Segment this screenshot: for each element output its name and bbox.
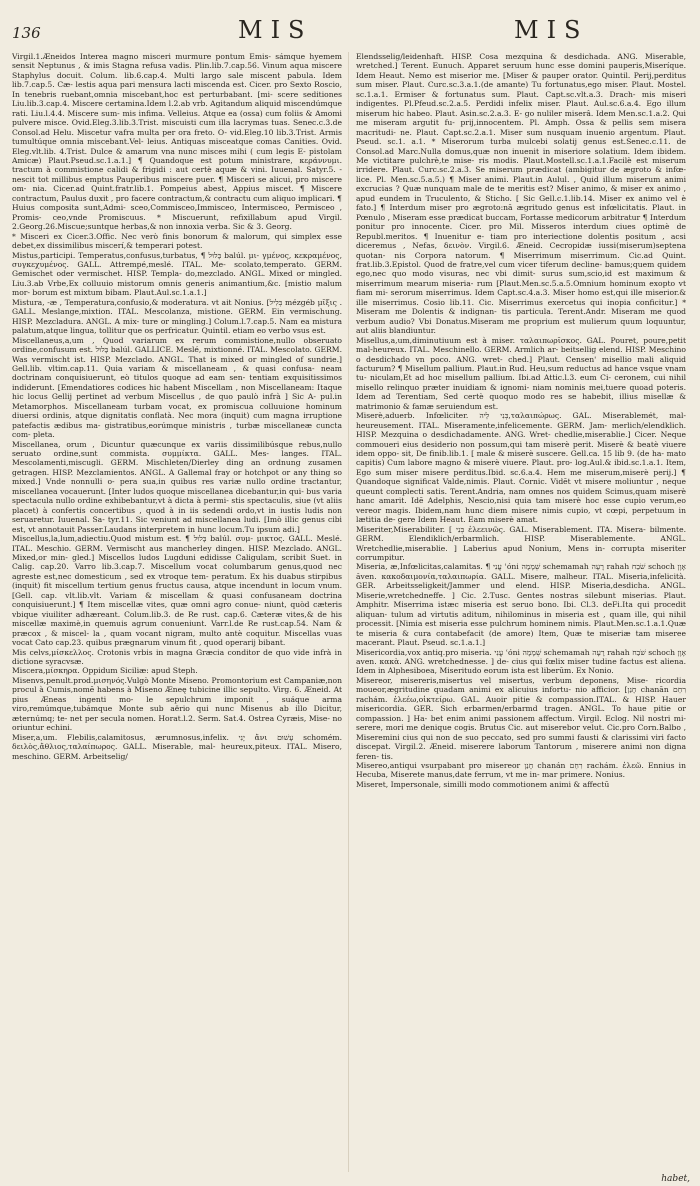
page-header bbox=[0, 14, 700, 54]
dictionary-entry: Miseriter,Miserabiliter. [ ‎בְּנִי ‎ἐλεεινῶς. GAL. Miserablement. ITA. Misera- bilmente. GERM. Elendiklich/erbarmlich. HISP. Miserablemente. ANGL. Wretchedlie,miserablie. ] Laberius apud Nonium, Mens in- corrupta miseriter corrumpitur. bbox=[356, 524, 686, 563]
catchword: habet, bbox=[661, 1174, 690, 1184]
dictionary-entry: Misellus,a,um,diminutiuum est à miser. ταλαιπωρῖσκος. GAL. Pouret, poure,petit mal-heureux. ITAL. Meschinello. GERM. Armlich ar- beitsellig elend. HISP. Meschino o desdichado vn poco. ANG. wret- ched.] Plaut. Censen' misellio mali aliquid facturum? ¶ Misellum pallium. Plaut.in Rud. Heu,sum reductus ad hance vsque vnam tu- niculam,Et ad hoc misellum pallium. Ibi.ad Attic.l.3. eum Ci- ceronem, cui nihil misello relinquo præter inuidiam & ignomi- niam nominis mei,tuere quoad poteris. Idem ad Terentiam, Sed certè quoquo modo res se habebit, illius misellæ & matrimonio & famæ seruiendum est. bbox=[356, 335, 686, 411]
dictionary-entry: Misereor, misereris,misertus vel misertus, verbum deponens, Mise- ricordia moueor,ægritudine quadam animi ex alicuius infortu- nio afficior. [‎חָנַן chanān ‎רִחֵם rachám. ἐλεέω,οἰκτείρω. GAL. Auoir pitie & compassion.ITAL. & HISP. Hauer misericordia. GER. Sich erbarmen/erbarmd tragen. ANGL. To haue pitie or compassion. ] Ha- bet enim animi passionem affectum. Virgil. Eclog. Nil nostri mi- serere, mori me denique cogis. Brutus Cic. aut miserebor velut. Cic.pro Corn.Balbo , Miseremini cius qui non de suo peccato, sed pro summi fausti & clarissimi viri facto discepat. Virgil.2. Æneid. miserere laborum Tantorum , miserere animi non digna feren- tis. bbox=[356, 675, 686, 761]
dictionary-entry: Misenvs,penult.prod.μισηνός.Vulgò Monte Miseno. Promontorium est Campaniæ,non procul à Cumis,nomē habens à Miseno Æneę tubicine illic sepulto. Virg. 6. Æneid. At pius Æneas ingenti mo- le sepulchrum imponit , suáque arma viro,remúmque,tubámque Monte sub aërio qui nunc Misenus ab illo Dicitur, æternúmq; te- net per secula nomen. Horat.l.2. Serm. Sat.4. Ostrea Cyræis, Mise- no oriuntur echini. bbox=[12, 675, 342, 733]
dictionary-entry: Miscellanea, orum , Dicuntur quæcunque ex variis dissimilibúsque rebus,nullo seruato ordine,sunt commista. συμμίκτα. GALL. Mes- langes. ITAL. Mescolamenti,miscugli. GERM. Mischleten/Dierley ding an ordnung zusamen getragen. HISP. Mezclamientos. ANGL. A Gallemal fray or hotchpot or any thing so mixed.] Vnde nonnulli o- pera sua,in quibus res variæ nullo ordine tractantur, miscellanea vocauerunt. [Inter ludos quoque miscellanea dicebantur,in qui- bus varia spectacula nullo ordine exhibebantur,vt à dicta à permi- stis spectaculis, siue (vt aliis placet) à confertis concertibus , quod à in iis sedendi ordo,vt in iustis ludis non seruaretur. Iuuenal. Sa- tyr.11. Sic veniunt ad miscellanea ludi. [Imò illic genus cibi est, vt annotauit Passer.Laudans interpretem in hunc locum.Tu ipsum adi.] bbox=[12, 439, 342, 534]
dictionary-entry: Miseria, æ,Infœlicitas,calamitas. ¶ ‎עֳנִי ‎ʿóni ‎שְׁמָמָה schemamah ‎רָעָה rahah ‎שֹׁבַח schoch ‎אָוֶן ăven. κακοδαιμονία,ταλαιπωρία. GALL. Misere, malheur. ITAL. Miseria,infelicità. GER. Arbeitsseligkeit/Jammer und elend. HISP. Miseria,desdicha. ANGL. Miserie,wretchedneffe. ] Cic. 2.Tusc. Gentes nostras silebunt miserias. Plaut. Amphitr. Miserrima istæc miseria est seruo bono. Ibi. Cl.3. deFi.Ita qui procedit aliquan- tulum ad virtutis aditum, nihilominus in miseria est , quam ille, qui nihil processit. [Nimia est miseria esse pulchrum hominem nimis. Plaut.Men.sc.1.a.1.Quæ te miseria & cura contabefacit (de amore) Item, Quæ te miseriæ tam miseree macerant. Plaut. Pseud. sc.1.a.1.] bbox=[356, 562, 686, 648]
dictionary-entry: Elendsselig/leidenhaft. HISP. Cosa mezquina & desdichada. ANG. Miserable, wretched.] Terent. Eunuch. Apparet seruum hunc esse domini pauperis,Miseríque. Idem Heaut. Nemo est miserior me. [Miser & pauper orator. Quintil. Perij,perditus sum miser. Plaut. Curc.sc.3.a.1.(de amante) Tu fortunatus,ego miser. Plaut. Mostel. sc.1.a.1. Ermiser & fortunatus sum. Plaut. Capt.sc.vlt.a.3. Drach- mis miseri indigentes. Pl.Pfeud.sc.2.a.5. Perdidi infelix miser. Plaut. Aul.sc.6.a.4. Ego illum miserum hic habeo. Plaut. Asin.sc.2.a.3. E- go nuliler miserâ. Idem Men.sc.1.a.2. Qui me miseram argutit fu- prij,innocentem. Pl. Amph. Ossa & pellis sem misera macritudi- ne. Plaut. Capt.sc.2.a.1. Miser sum nusquam inuenio argentum. Plaut. Pseud. sc.1. a.1. * Miserorum turba mulcebi solatij genus est.Senec.c.11. de Consol.ad Marc.Nulla domus,quæ non inuenit in miseriore solatium. Idem ibidem. Me victitare pulchrè,te mise- ris modis. Plaut.Mostell.sc.1.a.1.Facilè est miserum irridere. Plaut. Curc.sc.2.a.3. Se miserum prædicat (ambigitur de ægroto & infœ- lice. Pl. Men.sc.5.a.5.) ¶ Miser animi. Plaut.in Aulul. , Quid illum miserum animi excrucias ? Quæ nunquam male de te meritis est? Miser animo, & miser ex animo , apud eundem in Truculento, & Sticho. [ Sic Gell.c.1.lib.14. Miser ex animo vel è fato.] ¶ Interdum miser pro ægroto:nā ægritudo genus est infœlicitatis. Plaut. in Pœnulo , Miseram esse prædicat buccam, Fortasse medicorum arbitratur ¶ Interdum ponitur pro innocente. Cicer. pro Mil. Misseros interdum ciues optimè de Republ.meritos. ¶ Inuenitur e- tiam pro interiectione dolentis positum , acsi diceremus , Nefas, δεινὸν. Virgil.6. Æneid. Cecropidæ iussi(miserum)septena quotan- nis Corpora natorum. ¶ Miserrimum miserrimum. Cic.ad Quint. frat.lib.3.Epistol. Quod de fratre,vel cum vicer tiferum decline- bamus;quem quidem ego,nec quo modo visuras, nec vbi dimit- surus sum,scio,id est maximum & miserrimum mearum miseria- rum [Plaut.Men.sc.5.a.5.Omnium hominum exopto vt fiam mi- serorum miserrimus. Idem Capt.sc.4.a.3. Miser homo est,qui ille miserior.& ille miserrimus. Cosio lib.11. Cic. Miserrimus exercetus qui inopia conficitur.] * Miseram me Dolentis & indignan- tis particula. Terent.Andr. Miseram me quod verbum audio? Vbi Donatus.Miseram me proprium est mulierum quum loquuntur, aut aliis blandiuntur. bbox=[356, 52, 686, 336]
running-head-left: MIS bbox=[238, 16, 313, 44]
dictionary-entry: Miscera,μίσκηρα. Oppidum Siciliæ: apud Steph. bbox=[12, 666, 198, 676]
dictionary-entry: Misericordia,vox antiq.pro miseria. ‎עֳנִי ‎ʿóni ‎שְׁמָמָה schemamah ‎רָעָה rahah ‎שֹׁבַח schoch ‎אָוֶן aven. κακὰ. ANG. wretchednesse. ] de- cius qui fœlix miser tudine factus est aliena. Idem in Alphesiboea, Miseritudo eorum ista est liberūm. Ex Nonio. bbox=[356, 647, 686, 676]
right-column bbox=[356, 52, 686, 1176]
dictionary-entry: Virgil.1.Æneidos Interea magno misceri murmure pontum Emis- sámque hyemem sensit Neptunus , & imis Stagna refusa vadis. Plin.lib.7.cap.56. Vinum aqua miscere Staphylus docuit. Colum. lib.6.cap.4. Multi largo sale miscent pabula. Idem lib.7.cap.5. Cæ- lestis aqua pari mensura lacti miscenda est. Cicer. pro Sexto Roscio, In tenebris ruebant,omnia miscebant,hoc est perturbabant. [mi- scere seditiones Liu.lib.3.cap.4. Miscere certamina.Idem l.2.ab vrb. Agitandum aliquid miscendúmque rati. Liu.l.4.4. Miscere sum- mis infima. Velleius. Atque ea (ossa) cum foliis & Amomi pulvere misce. Ovid.Eleg.3.lib.3.Trist. miscuisti cum illa lacrymas tuas. Senec.c.3.de Consol.ad Helu. Miscetur vafra multa per ora freto. O- vid.Eleg.10 lib.3.Trist. Armis tumultúque omnia miscebant.Vel- leius. Antiquas misceatque comas Canities. Ovid. Eleg.vlt.lib. 4.Trist. Dulce & amarum vna nunc misces mihi ( cum legis E- pistolam Amicæ) Plaut.Pseud.sc.1.a.1.] ¶ Quandoque est potum ministrare, κεράννυμι. tractum à commistione calidi & frigidi : aut certè aquæ & vini. Iuuenal. Satyr.5. -nescit tot millibus emptus Pauperibus miscere puer. ¶ Misceri se alicui, pro miscere om- nia. Cicer.ad Quint.fratr.lib.1. Pompeius abest, Appius miscet. ¶ Miscere contractum, Paulus duxit , pro facere contractum,& contractu cum aliquo implicari. ¶ Huius composita sunt,Admi- sceo,Commisceo,Immisceo, Intermisceo, Permisceo , Promis- ceo,vnde Promiscuus. * Miscuerunt, refixillabum apud Virgil. 2.Georg.26.Miscue;suntque herbas,& non innoxia verba. Sic & 3. Georg. bbox=[12, 52, 342, 232]
dictionary-entry: Miscellaneus,a,um , Quod variarum ex rerum commistione,nullo obseruato ordine,confusum est. בָּלוּל balúl. GALLICE. Meslé, mixtionné. ITAL. Mescolato. GERM. Was vermischt ist. HISP. Mezclado. ANGL. That is mixed or mingled of sundrie.] Gell.lib. vltim.cap.11. Quia variam & miscellaneam , & quasi confusa- neam doctrinam conquisiuerunt, eò titulos quoque ad eam sen- tentiam exquisitissimos indiderunt. [Emendatiores codices hic habent Miscellam , non Miscellaneam: Itaque hic locus Gellij pertinet ad verbum Miscellus , de quo paulò infrà ] Sic A- pul.in Metamorphos. Miscellaneam turbam vocat, ex promiscua colluuione hominum diuersi ordinis, atque dignitatis conflatà. Nec mora (inquit) cum magna irruptione patefactis ædibus ma- gistratibus,eorúmque ministris , turbæ miscellaneæ cuncta com- pleta. bbox=[12, 335, 342, 440]
page-number: 136 bbox=[12, 24, 41, 42]
left-column bbox=[12, 52, 342, 1176]
column-gutter bbox=[348, 52, 349, 1172]
dictionary-entry: Miseret, Impersonale, similli modo commotionem animi & affectū bbox=[356, 779, 610, 789]
dictionary-entry: Miscellus,la,lum,adiectiu.Quod mistum est. ¶ בָּלוּל balúl. συμ- μικτος. GALL. Meslé. ITAL. Meschio. GERM. Vermischt aus mancherley dingen. HISP. Mezclado. ANGL. Mixed,or min- gled.] Miscellos ludos Lugduni edidisse Caligulam, scribit Suet. in Calig. cap.20. Varro lib.3.cap.7. Miscellum vocat columbarum genus,quod nec agreste est,nec domesticum , sed ex vtroque tem- peratum. Ex his duabus stirpibus (inquit) fit miscellum tertium genus fructus causa, atque incendunt in locum vnum. [Gell. cap. vlt.lib.vlt. Variam & miscellam & quasi confusaneam doctrina conquisiuerunt.] ¶ Item miscellæ vites, quæ omni agro conue- niunt, quòd cæteris vbique viuiliter adhæreant. Colum.lib.3. de Re rust. cap.6. Cæteræ vites,& de his miscellæ maximè,in quemuis agrum conueniunt. Varr.l.de Re rust.cap.54. Nam & præcox , & miscel- la , quam vocant nigram, multo antè coquitur. Miscellas vuas vocat Cato cap.23. quibus prægnarum vinum fit , quod operarij bibant. bbox=[12, 534, 342, 648]
dictionary-entry: Mistus,participi. Temperatus,confusus,turbatus, ¶ בָּלוּל balúl. μι- γμένος, κεκραμένος, συγκεχυμένος. GALL. Attrempé,meslé. ITAL. Me- scolato,temperato. GERM. Gemischet oder vermischet. HISP. Templa- do,mezclado. ANGL. Mixed or mingled. Liu.3.ab Vrbe,Ex colluuio mistorum omnis generis animantium,&c. [mistio malum mor- borum est mixtum bibam. Plaut.Aul.sc.1.a.1.] bbox=[12, 250, 342, 298]
dictionary-entry: Miserè,aduerb. Infœliciter. בְּנִי לֵיה,ταλαιπώρως. GAL. Miserablemét, mal-heureusement. ITAL. Miseramente,infelicemente. GERM. Jam- merlich/elendklich. HISP. Mezquina o desdichadamente. ANG. Wret- chedlie,miserablie.] Cicer. Neque commoueri eius desiderio non possum,qui tam miserè perit. Miserè & beatè viuere idem oppo- sit, De finib.lib.1. [ male & miserè suscere. Gell.ca. 15 lib 9. (de ha- mato capitis) Cum labore magno & miserè viuere. Plaut. pro- log.Aul.& ibid.sc.1.a.1. Item, Ego sum miser misere perditus.Ibid. sc.6.a.4. Hem me miserum,miserè perij.] ¶ Quandoque significat Valde,nimis. Plaut. Cornic. Vidēt vt misere moliuntur , neque queunt complecti satis. Terent.Andria, nam omnes nos quidem Scimus,quam miserè hanc amarit. Idē Adelphis, Nescio,nisi quia tam miserè hoc esse cupio verum,eo vereor magis. Ibidem,nam hunc diem misere nimis cupio, vt cœpi, perpetuum in lætitia de- gere Idem Heaut. Eam miserè amat. bbox=[356, 411, 686, 525]
dictionary-entry: Misereo,antiqui vsurpabant pro misereor ‎חָנַן chanán ‎רִחֵם rachám. ἐλεῶ. Ennius in Hecuba, Miserete manus,date ferrum, vt me in- mar primere. Nonius. bbox=[356, 760, 686, 780]
running-head-right: MIS bbox=[514, 16, 589, 44]
dictionary-entry: * Misceri ex Cicer.3.Offic. Nec verò finis bonorum & malorum, qui simplex esse debet,ex dissimilibus miscerí,& temperari potest. bbox=[12, 231, 342, 251]
dictionary-entry: Mistura, -æ , Temperatura,confusio,& moderatura. vt ait Nonius. [בְּלִיל mézgéb μῖξις . GALL. Meslange,mixtion. ITAL. Mescolanza, mistione. GERM. Ein vermischung. HISP. Mezcladura. ANGL. A mix- ture or mingling.] Colum.l.7.cap.5. Nam ea mistura palatum,atque lingua, tollitur que os perfricatur. Quintil. etiam eo verbo vsus est. bbox=[12, 297, 342, 336]
dictionary-entry: Miser,a,um. Flebilis,calamitosus, ærumnosus,infelix. יָנִי ‎ἄνι ‎עָשׁוּם schomém. δειλὸς,ἄθλιος,ταλαίπωρος. GALL. Miserable, mal- heureux,piteux. ITAL. Misero, meschino. GERM. Arbeitselig/ bbox=[12, 732, 342, 761]
dictionary-entry: Mis celvs,μίσκελλος. Crotonis vrbis in magna Græcia conditor de quo vide infrà in dictione syracvsæ. bbox=[12, 647, 342, 666]
